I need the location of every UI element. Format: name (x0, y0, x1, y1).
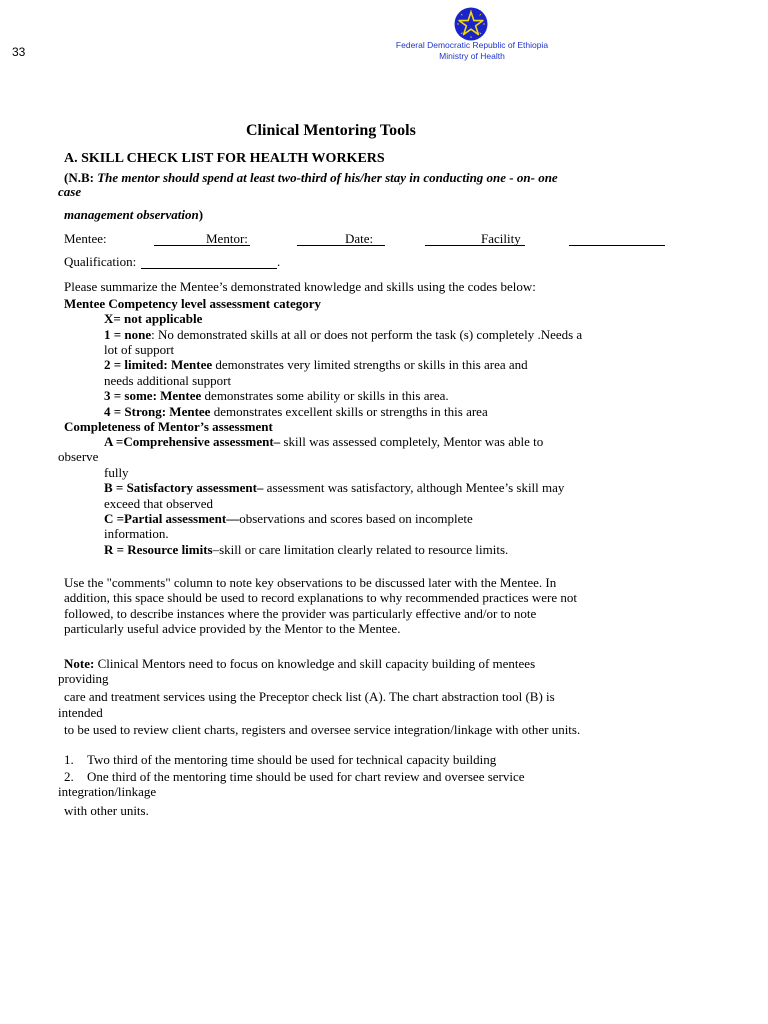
code-r-text: –skill or care limitation clearly related to resource limits. (212, 542, 509, 557)
code-x: X= not applicable (104, 311, 203, 326)
list-item-2-wrap-2: with other units. (64, 803, 149, 818)
note-label: Note: (64, 656, 95, 671)
facility-field[interactable] (569, 245, 665, 246)
note-text-1: Clinical Mentors need to focus on knowledge and skill capacity building of mentees (94, 656, 536, 671)
code-1-wrap: lot of support (104, 342, 175, 357)
qualification-field[interactable] (141, 268, 277, 269)
facility-label: Facility (481, 231, 521, 246)
code-c-label: C =Partial assessment— (104, 511, 240, 526)
page-number: 33 (12, 45, 26, 59)
nb-wrap: case (58, 184, 82, 199)
code-a-wrap-1: observe (58, 449, 99, 464)
code-2 (104, 357, 528, 373)
list-item-1-number: 1. (64, 752, 74, 767)
code-a (104, 434, 543, 450)
note-wrap-1: providing (58, 671, 109, 686)
comments-line-3: followed, to describe instances where the provider was particularly effective and/or to note (64, 606, 537, 621)
note-line-3: to be used to review client charts, registers and oversee service integration/linkage with other units. (64, 722, 581, 737)
code-b-text: assessment was satisfactory, although Mentee’s skill may (263, 480, 565, 495)
document-title: Clinical Mentoring Tools (246, 122, 416, 139)
qualification-end: . (277, 254, 281, 269)
code-2-wrap: needs additional support (104, 373, 232, 388)
section-heading: A. SKILL CHECK LIST FOR HEALTH WORKERS (64, 151, 385, 166)
code-b-wrap: exceed that observed (104, 496, 214, 511)
ministry-header (392, 40, 552, 61)
code-r-label: R = Resource limits (104, 542, 213, 557)
code-2-label: 2 = limited: Mentee (104, 357, 213, 372)
date-label: Date: (345, 231, 374, 246)
code-4-text: demonstrates excellent skills or strengths in this area (210, 404, 488, 419)
list-item-2-text: One third of the mentoring time should be used for chart review and oversee service (87, 769, 525, 784)
nb-text: The mentor should spend at least two-third of his/her stay in conducting one - on- one (97, 170, 558, 185)
note-wrap-2: intended (58, 705, 103, 720)
code-a-wrap-2: fully (104, 465, 129, 480)
list-item-2-number: 2. (64, 769, 74, 784)
code-1-label: 1 = none (104, 327, 152, 342)
code-c-wrap: information. (104, 526, 169, 541)
nb-close: ) (198, 207, 204, 222)
note-line-2: care and treatment services using the Preceptor check list (A). The chart abstraction tool (B) is (64, 689, 555, 704)
code-1-text: : No demonstrated skills at all or does not perform the task (s) completely .Needs a (151, 327, 583, 342)
ethiopia-emblem-icon (454, 7, 488, 41)
org-line-1: Federal Democratic Republic of Ethiopia (395, 40, 549, 50)
code-a-label: A =Comprehensive assessment– (104, 434, 281, 449)
mentor-label: Mentor: (206, 231, 248, 246)
intro-text: Please summarize the Mentee’s demonstrated knowledge and skills using the codes below: (64, 279, 536, 294)
note-line-1 (64, 656, 535, 672)
competency-heading: Mentee Competency level assessment category (64, 296, 322, 311)
list-item-1-text: Two third of the mentoring time should be used for technical capacity building (87, 752, 497, 767)
code-r (104, 542, 508, 558)
code-3-text: demonstrates some ability or skills in this area. (201, 388, 449, 403)
mentee-label: Mentee: (64, 231, 107, 246)
code-4 (104, 404, 488, 420)
code-c-text: observations and scores based on incomplete (239, 511, 473, 526)
completeness-heading: Completeness of Mentor’s assessment (64, 419, 273, 434)
code-b (104, 480, 564, 496)
code-a-text: skill was assessed completely, Mentor was able to (280, 434, 544, 449)
qualification-label: Qualification: (64, 254, 137, 269)
code-3 (104, 388, 449, 404)
comments-line-1: Use the "comments" column to note key observations to be discussed later with the Mentee. In (64, 575, 557, 590)
comments-line-2: addition, this space should be used to record explanations to why recommended practices were not (64, 590, 577, 605)
list-item-2-wrap-1: integration/linkage (58, 784, 157, 799)
nb-lead: (N.B: (64, 170, 98, 185)
code-3-label: 3 = some: Mentee (104, 388, 202, 403)
code-1 (104, 327, 582, 343)
code-2-text: demonstrates very limited strengths or skills in this area and (212, 357, 528, 372)
nb-line-1 (64, 170, 558, 186)
code-c (104, 511, 473, 527)
code-b-label: B = Satisfactory assessment– (104, 480, 264, 495)
nb-line-2 (64, 207, 203, 223)
comments-line-4: particularly useful advice provided by the Mentor to the Mentee. (64, 621, 401, 636)
org-line-2: Ministry of Health (439, 50, 505, 61)
nb-line-2-text: management observation (64, 207, 199, 222)
code-4-label: 4 = Strong: Mentee (104, 404, 211, 419)
